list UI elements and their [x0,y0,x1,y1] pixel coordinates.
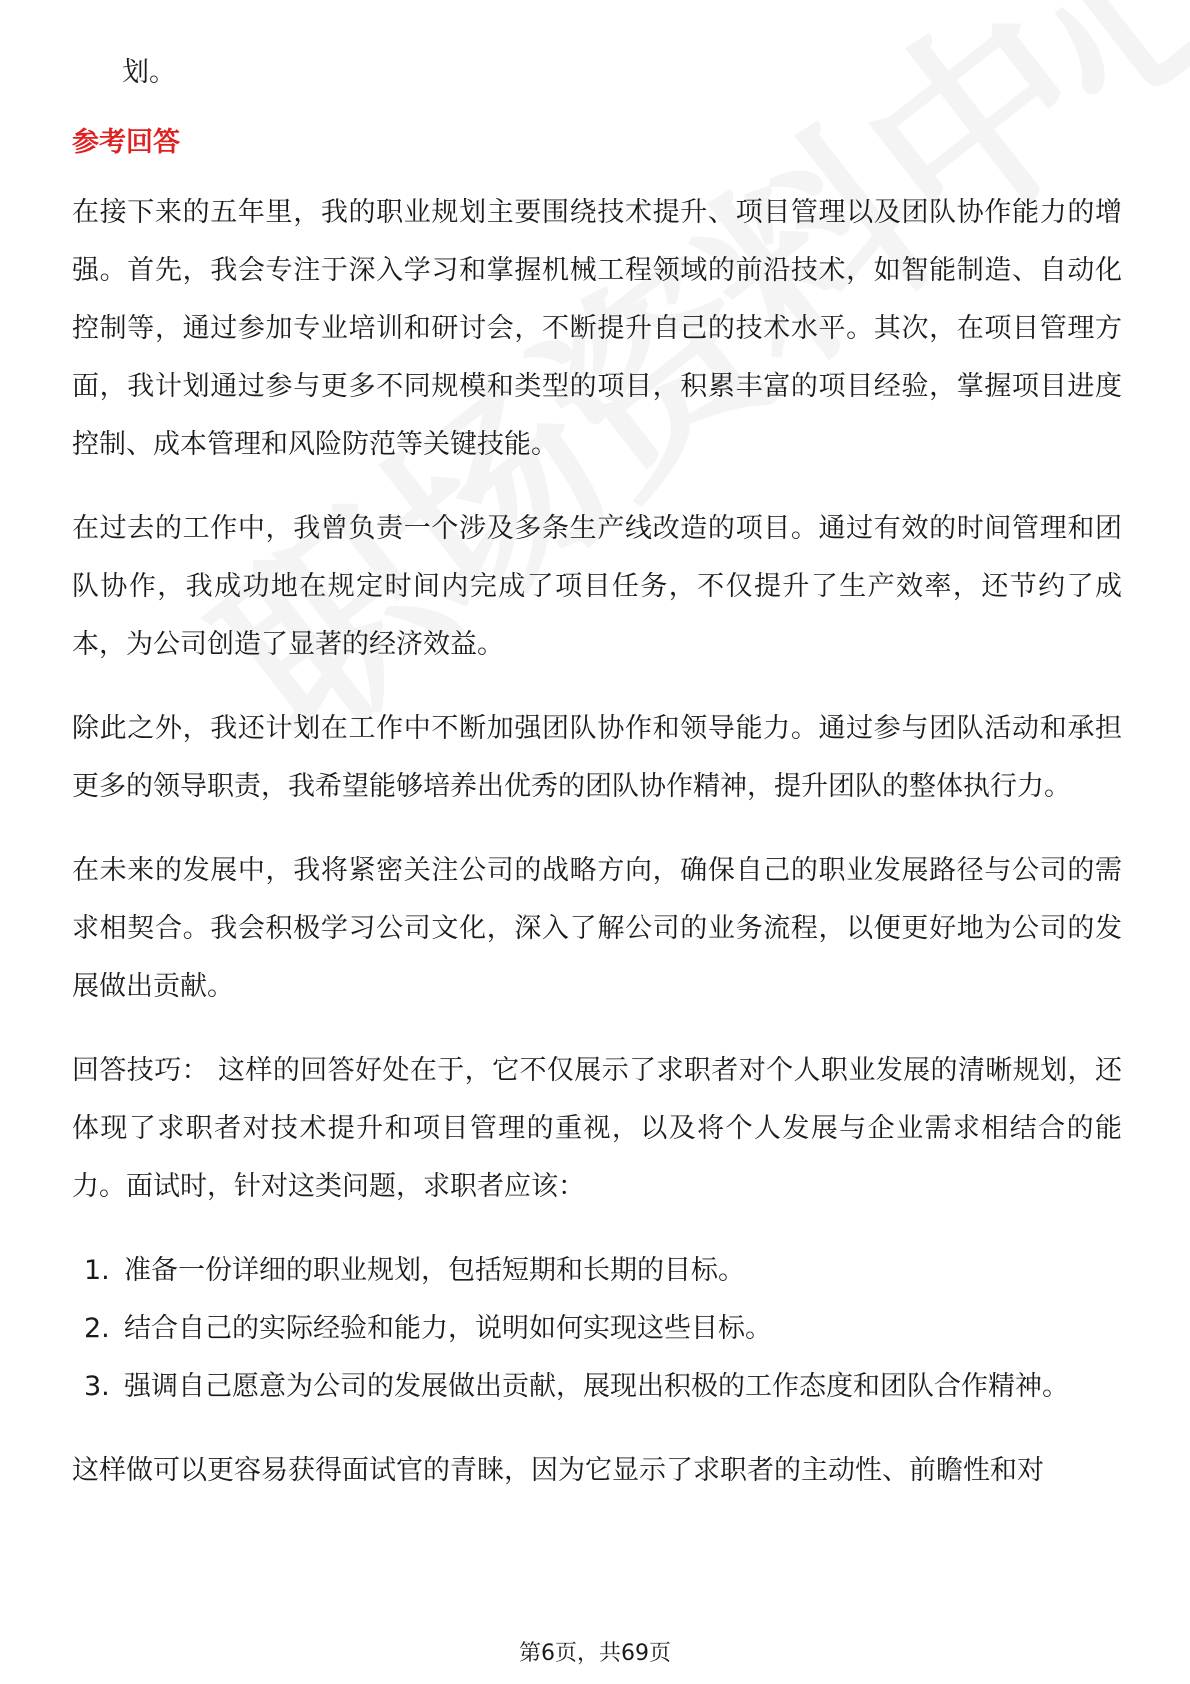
page-footer: 第6页，共69页 [519,1641,671,1666]
page-content [72,44,1122,1526]
paragraph-future: 在未来的发展中，我将紧密关注公司的战略方向，确保自己的职业发展路径与公司的需求相契合。我会积极学习公司文化，深入了解公司的业务流程，以便更好地为公司的发展做出贡献。 [72,855,1122,1002]
list-item-text: 准备一份详细的职业规划，包括短期和长期的目标。 [124,1255,745,1286]
list-item-number: 2. [84,1313,110,1344]
tips-list [72,1242,1122,1416]
paragraph-plan: 在接下来的五年里，我的职业规划主要围绕技术提升、项目管理以及团队协作能力的增强。首先，我会专注于深入学习和掌握机械工程领域的前沿技术，如智能制造、自动化控制等，通过参加专业培训和研讨会，不断提升自己的技术水平。其次，在项目管理方面，我计划通过参与更多不同规模和类型的项目，积累丰富的项目经验，掌握项目进度控制、成本管理和风险防范等关键技能。 [72,197,1122,460]
list-item [72,1300,1122,1358]
list-item-text: 结合自己的实际经验和能力，说明如何实现这些目标。 [124,1313,772,1344]
closing-paragraph: 这样做可以更容易获得面试官的青睐，因为它显示了求职者的主动性、前瞻性和对 [72,1455,1044,1486]
list-item [72,1242,1122,1300]
list-item-number: 1. [84,1255,110,1286]
list-item-number: 3. [84,1371,110,1402]
paragraph-teamwork: 除此之外，我还计划在工作中不断加强团队协作和领导能力。通过参与团队活动和承担更多的领导职责，我希望能够培养出优秀的团队协作精神，提升团队的整体执行力。 [72,713,1122,802]
list-item-text: 强调自己愿意为公司的发展做出贡献，展现出积极的工作态度和团队合作精神。 [124,1371,1069,1402]
section-title-reference-answer: 参考回答 [72,127,180,158]
continuation-line: 划。 [122,57,176,88]
paragraph-answer-tips: 回答技巧： 这样的回答好处在于，它不仅展示了求职者对个人职业发展的清晰规划，还体现了求职者对技术提升和项目管理的重视，以及将个人发展与企业需求相结合的能力。面试时，针对这类问题，求职者应该： [72,1055,1122,1202]
list-item [72,1358,1122,1416]
paragraph-past-work: 在过去的工作中，我曾负责一个涉及多条生产线改造的项目。通过有效的时间管理和团队协作，我成功地在规定时间内完成了项目任务，不仅提升了生产效率，还节约了成本，为公司创造了显著的经济效益。 [72,513,1122,660]
